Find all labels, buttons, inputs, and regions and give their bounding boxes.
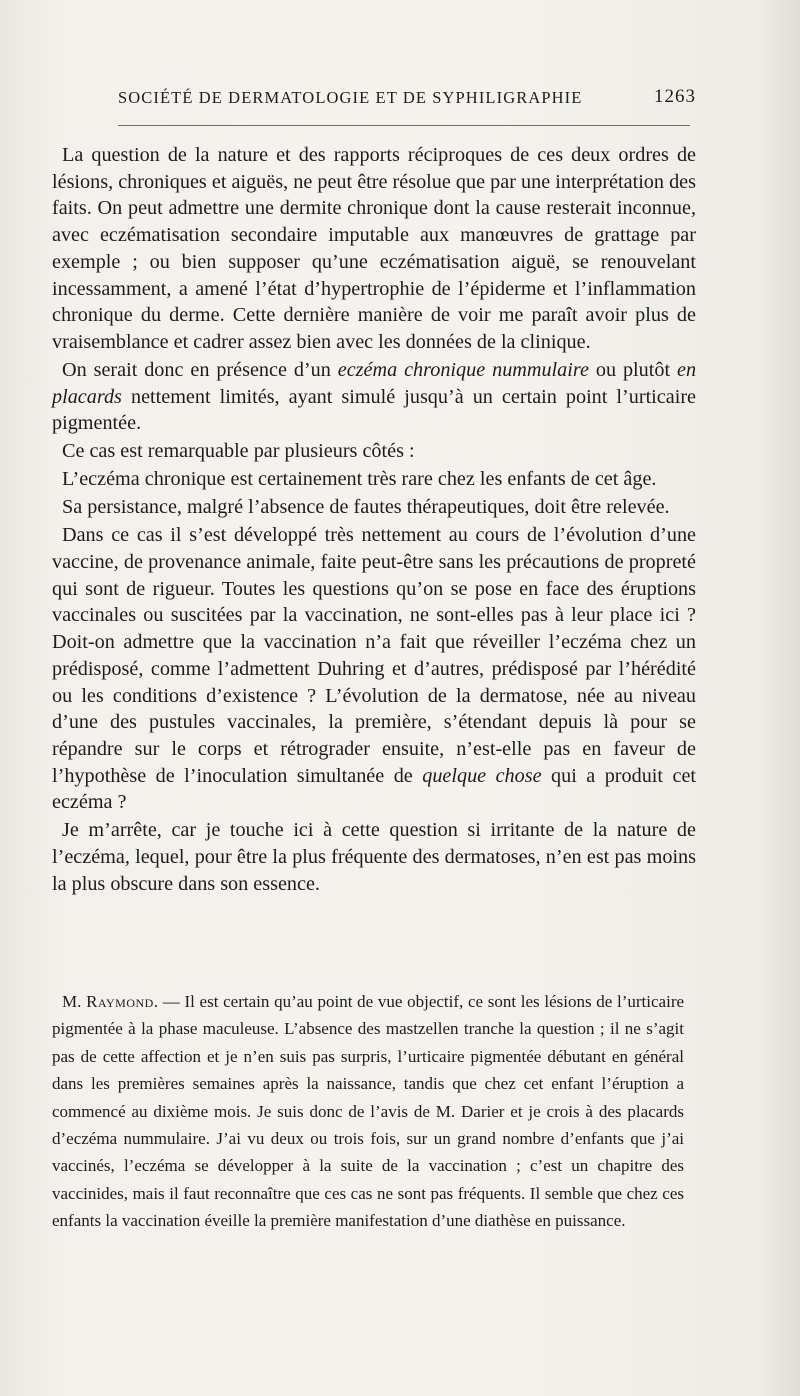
running-title: SOCIÉTÉ DE DERMATOLOGIE ET DE SYPHILIGRAPHIE <box>118 88 583 107</box>
note-text: Il est certain qu’au point de vue objectif, ce sont les lésions de l’urticaire pigmentée à la phase maculeuse. L’absence des mastzellen tranche la question ; il ne s’agit pas de cette affection et je n’en suis pas surpris, l’urticaire pigmentée débutant en général dans les premières semaines après la naissance, tandis que chez cet enfant l’éruption a commencé au dixième mois. Je suis donc de l’avis de M. Darier et je crois à des placards d’eczéma nummulaire. J’ai vu deux ou trois fois, sur un grand nombre d’enfants que j’ai vaccinés, l’eczéma se développer à la suite de la vaccination ; c’est un chapitre des vaccinides, mais il faut reconnaître que ces cas ne sont pas fréquents. Il semble que chez ces enfants la vaccination éveille la première manifestation d’une diathèse en puissance. <box>52 992 685 1231</box>
running-header <box>118 88 696 112</box>
paragraph-6-start: Dans ce cas il s’est développé très nettement au cours de l’évolution d’une vaccine, de provenance animale, faite peut-être sans les précautions de propreté qui sont de rigueur. Toutes les questions qu’on se pose en face des éruptions vaccinales ou suscitées par la vaccination, ne sont-elles pas à leur place ici ? Doit-on admettre que la vaccination n’a fait que réveiller l’eczéma chez un prédisposé, comme l’admettent Duhring et d’autres, prédisposé par l’hérédité ou les conditions d’existence ? L’évolution de la dermatose, née au niveau d’une des pustules vaccinales, la première, s’étendant depuis là pour se répandre sur le corps et rétrograder ensuite, n’est-elle pas en faveur de l’hypothèse de l’inoculation simultanée de <box>52 524 696 787</box>
paragraph-2-end: nettement limités, ayant simulé jusqu’à un certain point l’urticaire pigmentée. <box>52 385 696 435</box>
discussion-note <box>52 988 684 1235</box>
paragraph-2-mid: ou plutôt <box>595 358 671 381</box>
paragraph-6-end: qui a produit cet eczéma ? <box>52 764 697 814</box>
paragraph-4: L’eczéma chronique est certainement très rare chez les enfants de cet âge. <box>62 468 657 491</box>
note-paragraph <box>52 988 684 1235</box>
page-edge-shadow <box>760 0 800 1396</box>
main-text <box>52 142 696 899</box>
page-number: 1263 <box>654 86 696 107</box>
header-rule <box>118 125 690 126</box>
speaker-dash: . — <box>153 992 180 1011</box>
paragraph-5: Sa persistance, malgré l’absence de fautes thérapeutiques, doit être relevée. <box>62 496 670 519</box>
speaker-prefix: M. <box>62 992 82 1011</box>
paragraph-7: Je m’arrête, car je touche ici à cette question si irritante de la nature de l’eczéma, lequel, pour être la plus fréquente des dermatoses, n’en est pas moins la plus obscure dans son essence. <box>52 819 696 895</box>
paragraph-2-emphasis-2: en placards <box>52 358 697 408</box>
paragraph-6 <box>52 522 696 816</box>
paragraph-2-emphasis-1: eczéma chronique nummulaire <box>337 358 589 381</box>
paragraph-3: Ce cas est remarquable par plusieurs côtés : <box>62 440 415 463</box>
paragraph-2 <box>52 357 696 437</box>
paragraph-1: La question de la nature et des rapports réciproques de ces deux ordres de lésions, chroniques et aiguës, ne peut être résolue que par une interprétation des faits. On peut admettre une dermite chronique dont la cause resterait inconnue, avec eczématisation secondaire imputable aux manœuvres de grattage par exemple ; ou bien supposer qu’une eczématisation aiguë, se renouvelant incessamment, a amené l’état d’hypertrophie de l’épiderme et l’inflammation chronique du derme. Cette dernière manière de voir me paraît avoir plus de vraisemblance et cadrer assez bien avec les données de la clinique. <box>52 144 696 353</box>
paragraph-2-start: On serait donc en présence d’un <box>62 358 331 381</box>
speaker-name: Raymond <box>86 992 154 1011</box>
paragraph-6-emphasis: quelque chose <box>422 764 542 787</box>
